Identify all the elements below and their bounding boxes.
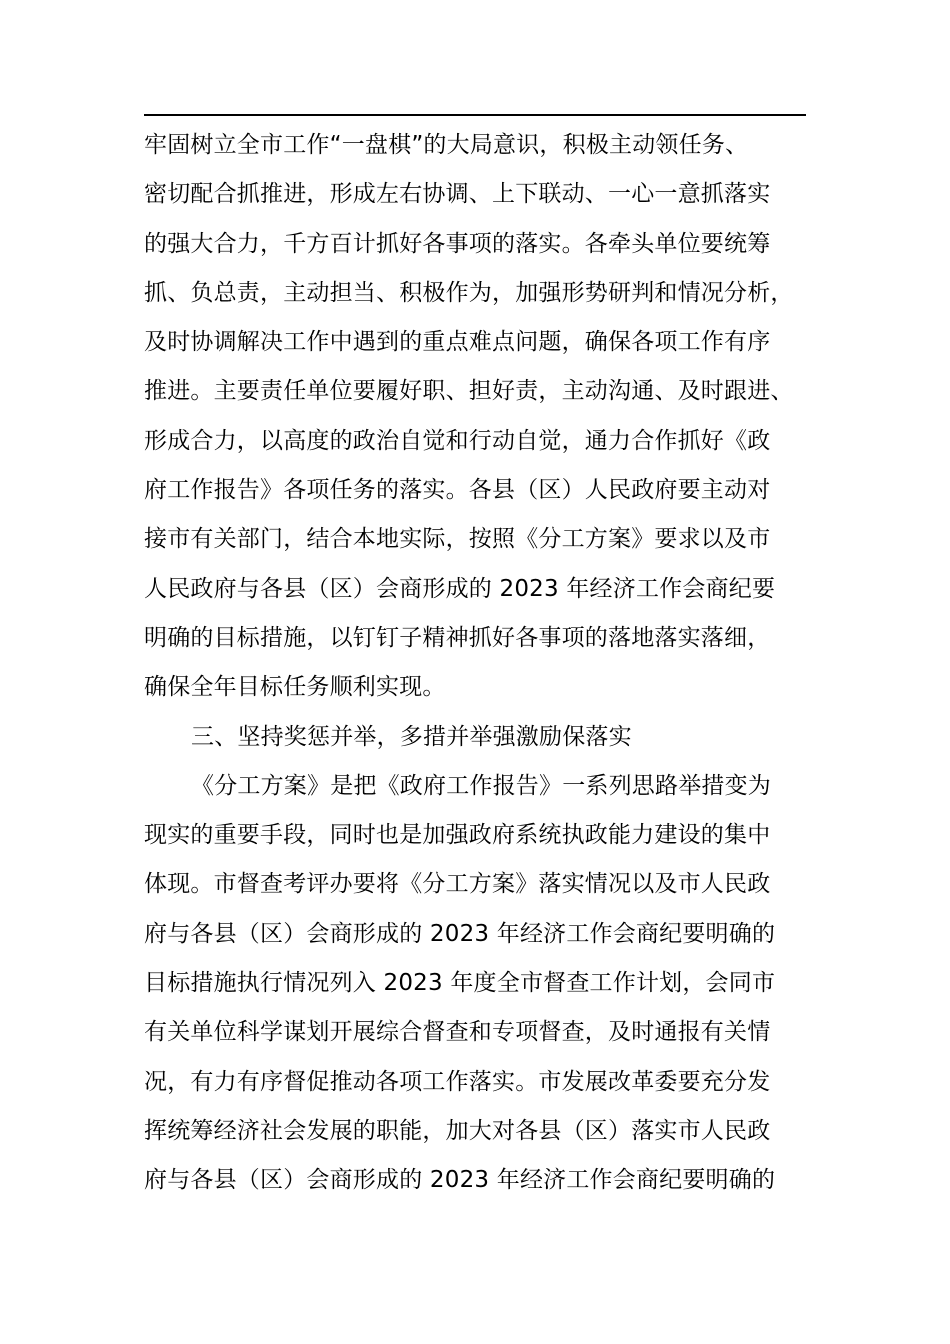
text-line: 体现。市督查考评办要将《分工方案》落实情况以及市人民政 (144, 871, 771, 898)
document-body (144, 121, 824, 1206)
text-line: 接市有关部门，结合本地实际，按照《分工方案》要求以及市 (144, 526, 771, 553)
text-line: 况，有力有序督促推动各项工作落实。市发展改革委要充分发 (144, 1068, 771, 1095)
text-line: 府与各县（区）会商形成的 2023 年经济工作会商纪要明确的 (144, 1167, 776, 1194)
text-line: 推进。主要责任单位要履好职、担好责，主动沟通、及时跟进、 (144, 378, 794, 405)
text-line: 抓、负总责，主动担当、积极作为，加强形势研判和情况分析， (144, 279, 794, 306)
text-line: 人民政府与各县（区）会商形成的 2023 年经济工作会商纪要 (144, 575, 776, 602)
text-line: 及时协调解决工作中遇到的重点难点问题，确保各项工作有序 (144, 329, 771, 356)
text-line: 的强大合力，千方百计抓好各事项的落实。各牵头单位要统筹 (144, 230, 771, 257)
text-line: 有关单位科学谋划开展综合督查和专项督查，及时通报有关情 (144, 1019, 771, 1046)
text-line: 明确的目标措施，以钉钉子精神抓好各事项的落地落实落细， (144, 624, 771, 651)
section-heading: 三、坚持奖惩并举，多措并举强激励保落实 (191, 723, 632, 750)
text-line: 形成合力，以高度的政治自觉和行动自觉，通力合作抓好《政 (144, 427, 771, 454)
text-line: 挥统筹经济社会发展的职能，加大对各县（区）落实市人民政 (144, 1117, 771, 1144)
text-line: 牢固树立全市工作“一盘棋”的大局意识，积极主动领任务、 (144, 132, 749, 158)
text-line: 府与各县（区）会商形成的 2023 年经济工作会商纪要明确的 (144, 920, 776, 947)
paragraph-first-line: 《分工方案》是把《政府工作报告》一系列思路举措变为 (191, 772, 771, 799)
text-line: 密切配合抓推进，形成左右协调、上下联动、一心一意抓落实 (144, 181, 771, 208)
text-line: 现实的重要手段，同时也是加强政府系统执政能力建设的集中 (144, 822, 771, 849)
header-rule (144, 114, 806, 116)
text-line: 确保全年目标任务顺利实现。 (144, 674, 446, 701)
text-line: 府工作报告》各项任务的落实。各县（区）人民政府要主动对 (144, 477, 771, 504)
text-line: 目标措施执行情况列入 2023 年度全市督查工作计划，会同市 (144, 970, 776, 997)
